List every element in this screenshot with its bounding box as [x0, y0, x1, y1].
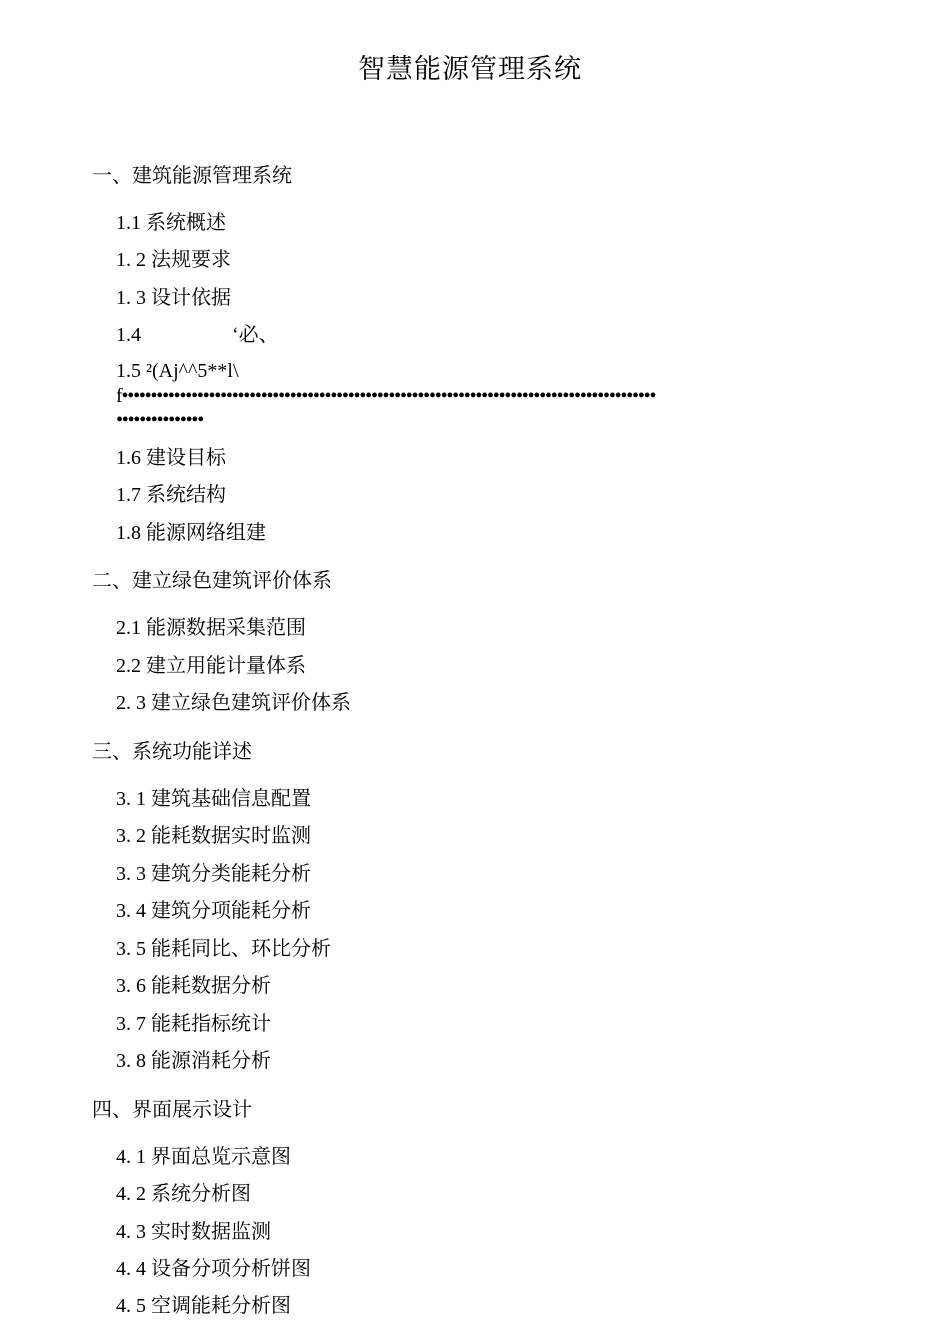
toc-item-4-4: 4. 4 设备分项分析饼图: [116, 1258, 311, 1280]
toc-item-1-5-leader-line-1: f••••••••••••••••••••••••••••••••••••••••••••••••••••••••••••••••••••••••••••••••••••••••••••: [116, 385, 656, 407]
toc-item-3-3: 3. 3 建筑分类能耗分析: [116, 863, 311, 885]
toc-item-1-5: 1.5 ²(Aj^^5**l\: [116, 360, 239, 382]
toc-item-3-5: 3. 5 能耗同比、环比分析: [116, 938, 331, 960]
toc-item-1-4-number: 1.4: [116, 324, 141, 346]
toc-item-1-1: 1.1 系统概述: [116, 212, 226, 234]
toc-item-4-5: 4. 5 空调能耗分析图: [116, 1295, 291, 1317]
toc-item-1-7: 1.7 系统结构: [116, 484, 226, 506]
toc-item-3-6: 3. 6 能耗数据分析: [116, 975, 271, 997]
toc-item-3-8: 3. 8 能源消耗分析: [116, 1050, 271, 1072]
toc-item-4-2: 4. 2 系统分析图: [116, 1183, 251, 1205]
toc-item-1-3: 1. 3 设计依据: [116, 287, 231, 309]
toc-item-2-3: 2. 3 建立绿色建筑评价体系: [116, 692, 351, 714]
toc-item-2-2: 2.2 建立用能计量体系: [116, 655, 306, 677]
toc-item-3-1: 3. 1 建筑基础信息配置: [116, 788, 311, 810]
toc-item-1-8: 1.8 能源网络组建: [116, 522, 266, 544]
toc-item-2-1: 2.1 能源数据采集范围: [116, 617, 306, 639]
toc-section-4-heading: 四、界面展示设计: [92, 1099, 252, 1121]
toc-section-1-heading: 一、建筑能源管理系统: [92, 165, 292, 187]
toc-item-1-5-leader-line-2: •••••••••••••••: [116, 409, 204, 431]
toc-item-1-4-text: ‘必、: [232, 324, 279, 346]
toc-item-4-3: 4. 3 实时数据监测: [116, 1221, 271, 1243]
toc-item-1-2: 1. 2 法规要求: [116, 249, 231, 271]
toc-item-4-1: 4. 1 界面总览示意图: [116, 1146, 291, 1168]
toc-item-1-6: 1.6 建设目标: [116, 447, 226, 469]
toc-section-2-heading: 二、建立绿色建筑评价体系: [92, 570, 332, 592]
toc-item-3-7: 3. 7 能耗指标统计: [116, 1013, 271, 1035]
document-title: 智慧能源管理系统: [358, 54, 582, 85]
toc-item-3-2: 3. 2 能耗数据实时监测: [116, 825, 311, 847]
toc-section-3-heading: 三、系统功能详述: [92, 741, 252, 763]
toc-item-3-4: 3. 4 建筑分项能耗分析: [116, 900, 311, 922]
